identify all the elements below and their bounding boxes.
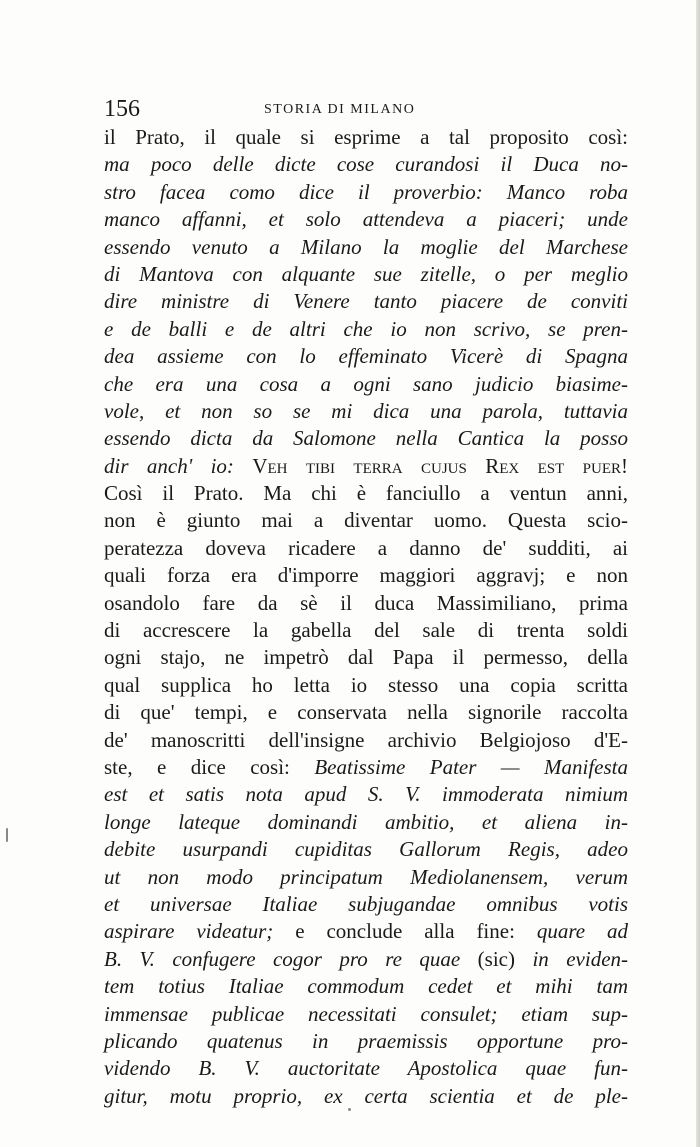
text-segment: dea assieme con lo effeminato Vicerè di Spagna	[104, 344, 628, 369]
text-line	[104, 206, 628, 233]
text-line	[104, 590, 628, 617]
text-line	[104, 754, 628, 781]
text-line	[104, 179, 628, 206]
text-line	[104, 946, 628, 973]
text-segment: manco affanni, et solo attendeva a piaceri; unde	[104, 207, 628, 232]
text-line	[104, 864, 628, 891]
text-segment: ut non modo principatum Mediolanensem, verum	[104, 864, 628, 889]
text-line	[104, 1001, 628, 1028]
text-segment: dire ministre di Venere tanto piacere de conviti	[104, 289, 628, 314]
text-line	[104, 371, 628, 398]
text-segment: essendo dicta da Salomone nella Cantica la posso	[104, 426, 628, 451]
text-segment: osandolo fare da sè il duca Massimiliano, prima	[104, 590, 628, 615]
page-edge-shadow	[696, 0, 700, 1147]
text-segment: ma poco delle dicte cose curandosi il Duca no-	[104, 152, 628, 177]
text-segment: Veh tibi terra cujus Rex est puer!	[252, 453, 629, 478]
text-segment: B. V. confugere cogor pro re quae	[104, 946, 478, 971]
text-segment: dir anch' io:	[104, 453, 253, 478]
text-segment: peratezza doveva ricadere a danno de' sudditi, ai	[104, 535, 628, 560]
text-line	[104, 781, 628, 808]
text-segment: tem totius Italiae commodum cedet et mihi tam	[104, 974, 628, 999]
text-line	[104, 124, 628, 151]
text-line	[104, 562, 628, 589]
text-segment: in eviden-	[532, 946, 629, 971]
text-line	[104, 234, 628, 261]
text-segment: debite usurpandi cupiditas Gallorum Regis, adeo	[104, 837, 628, 862]
text-line	[104, 891, 628, 918]
text-segment: ogni stajo, ne impetrò dal Papa il permesso, della	[104, 645, 628, 670]
text-line	[104, 453, 628, 480]
text-segment: e conclude alla fine:	[295, 919, 537, 944]
text-line	[104, 343, 628, 370]
paper-speck	[6, 828, 8, 842]
text-segment: videndo B. V. auctoritate Apostolica quae fun-	[104, 1056, 628, 1081]
text-segment: e de balli e de altri che io non scrivo, se pren-	[104, 316, 628, 341]
page-header	[104, 96, 604, 122]
text-line	[104, 644, 628, 671]
text-line	[104, 836, 628, 863]
text-line	[104, 918, 628, 945]
text-line	[104, 699, 628, 726]
text-segment: (sic)	[477, 946, 533, 971]
text-line	[104, 507, 628, 534]
text-line	[104, 398, 628, 425]
text-line	[104, 973, 628, 1000]
text-segment: longe lateque dominandi ambitio, et aliena in-	[104, 809, 628, 834]
text-segment: Così il Prato. Ma chi è fanciullo a ventun anni,	[104, 481, 628, 506]
text-segment: aspirare videatur;	[104, 919, 296, 944]
text-segment: il Prato, il quale si esprime a tal proposito così:	[104, 125, 628, 149]
text-line	[104, 1028, 628, 1055]
text-line	[104, 672, 628, 699]
text-line	[104, 316, 628, 343]
page-number: 156	[104, 96, 140, 122]
text-segment: gitur, motu proprio, ex certa scientia et de ple-	[104, 1083, 628, 1108]
text-line	[104, 1055, 628, 1082]
body-text	[104, 124, 628, 1110]
text-segment: ste, e dice così:	[104, 754, 315, 779]
text-segment: et universae Italiae subjugandae omnibus votis	[104, 891, 628, 916]
text-line	[104, 809, 628, 836]
text-line	[104, 480, 628, 507]
text-line	[104, 727, 628, 754]
text-segment: vole, et non so se mi dica una parola, tuttavia	[104, 398, 628, 423]
text-segment: plicando quatenus in praemissis opportune pro-	[104, 1028, 628, 1053]
text-segment: essendo venuto a Milano la moglie del Marchese	[104, 234, 628, 259]
text-segment: non è giunto mai a diventar uomo. Questa scio-	[104, 508, 628, 533]
running-head: STORIA DI MILANO	[264, 102, 416, 117]
text-segment: che era una cosa a ogni sano judicio biasime-	[104, 371, 628, 396]
text-segment: de' manoscritti dell'insigne archivio Belgiojoso d'E-	[104, 727, 628, 752]
text-line	[104, 1083, 628, 1110]
text-segment: di accrescere la gabella del sale di trenta soldi	[104, 618, 628, 643]
text-line	[104, 261, 628, 288]
text-segment: quali forza era d'imporre maggiori aggravj; e non	[104, 563, 628, 588]
text-segment: qual supplica ho letta io stesso una copia scritta	[104, 672, 628, 697]
text-line	[104, 425, 628, 452]
text-line	[104, 617, 628, 644]
text-segment: di que' tempi, e conservata nella signorile raccolta	[104, 700, 628, 725]
text-segment: quare ad	[536, 919, 628, 944]
text-segment: immensae publicae necessitati consulet; etiam sup-	[104, 1001, 628, 1026]
text-line	[104, 288, 628, 315]
text-line	[104, 535, 628, 562]
text-line	[104, 151, 628, 178]
text-segment: di Mantova con alquante sue zitelle, o per meglio	[104, 261, 628, 286]
text-segment: Beatissime Pater — Manifesta	[314, 754, 628, 779]
text-segment: stro facea como dice il proverbio: Manco roba	[104, 179, 628, 204]
text-segment: est et satis nota apud S. V. immoderata nimium	[104, 782, 628, 807]
